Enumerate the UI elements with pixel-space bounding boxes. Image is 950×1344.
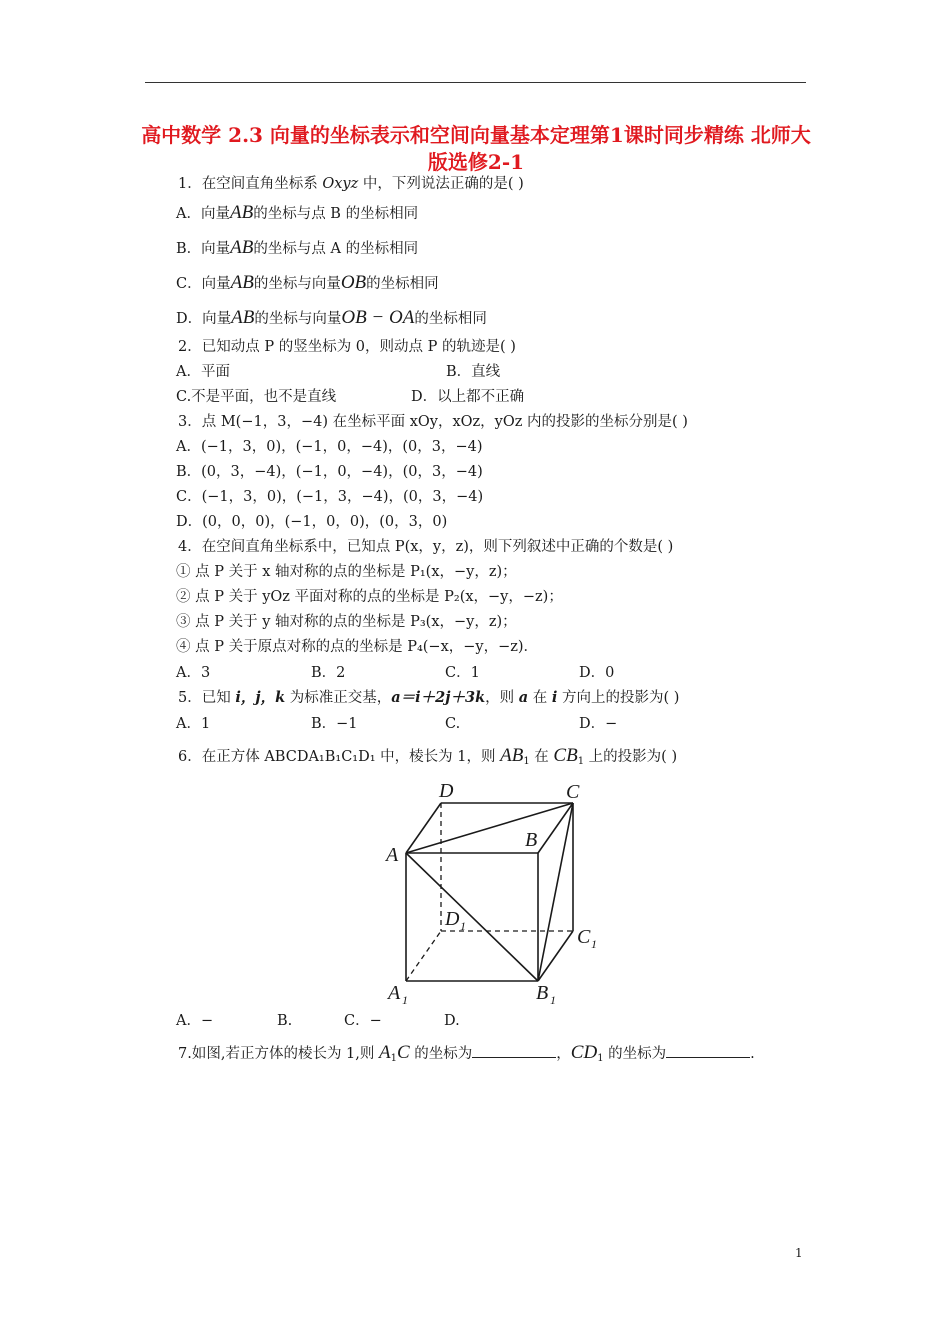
vertex-sub-A1: 1 [402,993,408,1007]
answer-blank-1[interactable] [472,1043,556,1058]
q5-option-c: C. [445,716,461,732]
page-number: 1 [795,1246,803,1260]
q6-option-c: C．− [344,1013,382,1029]
diag-A-C [406,803,573,853]
vertex-label-A: A [386,844,399,866]
q2-option-c: C.不是平面，也不是直线 [176,389,337,405]
edge-A-D [406,803,441,853]
header-rule [145,82,806,83]
q1-option-a: A．向量AB的坐标与点 B 的坐标相同 [176,202,419,223]
q6-option-b: B. [277,1013,293,1029]
vertex-label-C1: C [577,926,591,948]
vertex-sub-D1: 1 [460,919,466,933]
diag-C-B1 [538,803,573,981]
q3-option-b: B．(0，3，−4)，(−1，0，−4)，(0，3，−4) [176,464,483,480]
hidden-edge-A1-D1 [406,931,441,981]
q6-option-a: A．− [176,1013,214,1029]
vertex-label-A1: A [388,982,401,1004]
q1-option-d: D．向量AB的坐标与向量OB − OA的坐标相同 [176,307,487,328]
vertex-label-D: D [439,780,454,802]
q6-option-d: D. [444,1013,460,1029]
q2-option-a: A．平面 [176,364,230,380]
q2-stem: 2．已知动点 P 的竖坐标为 0，则动点 P 的轨迹是( ) [178,339,516,355]
q3-option-d: D．(0，0，0)，(−1，0，0)，(0，3，0) [176,514,448,530]
vertex-label-B: B [525,829,538,851]
q7-stem: 7.如图,若正方体的棱长为 1,则 $A_1C$ 的坐标为 ，$CD_1$ 的坐标为 . [178,1042,755,1064]
q2-option-d: D．以上都不正确 [411,389,525,405]
q4-statement-4: ④ 点 P 关于原点对称的点的坐标是 P₄(−x，−y，−z)． [176,639,539,655]
q4-statement-3: ③ 点 P 关于 y 轴对称的点的坐标是 P₃(x，−y，z)； [176,614,517,630]
answer-blank-2[interactable] [666,1043,750,1058]
q1-stem: 1．在空间直角坐标系 Oxyz 中，下列说法正确的是( ) [178,176,524,192]
q4-statement-1: ① 点 P 关于 x 轴对称的点的坐标是 P₁(x，−y，z)； [176,564,517,580]
q1-option-c: C．向量AB的坐标与向量OB的坐标相同 [176,272,439,293]
q4-statement-2: ② 点 P 关于 yOz 平面对称的点的坐标是 P₂(x，−y，−z)； [176,589,563,605]
q3-stem: 3．点 M(−1，3，−4) 在坐标平面 xOy，xOz，yOz 内的投影的坐标分别是( ) [178,414,688,430]
q3-option-c: C．(−1，3，0)，(−1，3，−4)，(0，3，−4) [176,489,484,505]
vertex-label-C: C [566,781,580,803]
q2-option-b: B．直线 [446,364,501,380]
q5-stem: 5．已知 i，j，k 为标准正交基，a＝i＋2j＋3k，则 a 在 i 方向上的投影为( ) [178,689,680,706]
document-title: 高中数学 2.3 向量的坐标表示和空间向量基本定理第1课时同步精练 北师大版选修2-1 [141,123,811,174]
q4-stem: 4．在空间直角坐标系中，已知点 P(x，y，z)，则下列叙述中正确的个数是( ) [178,539,674,555]
vertex-label-D1: D [445,908,460,930]
q5-option-b: B．−1 [311,716,358,732]
q5-option-a: A．1 [176,716,211,732]
vertex-sub-B1: 1 [550,993,556,1007]
cube-figure [380,775,610,1010]
vertex-sub-C1: 1 [591,937,597,951]
q4-option-a: A．3 [176,665,211,681]
q1-option-b: B．向量AB的坐标与点 A 的坐标相同 [176,237,419,258]
diag-A-B1 [406,853,538,981]
q5-option-d: D．− [579,716,618,732]
q6-stem: 6．在正方体 ABCDA₁B₁C₁D₁ 中，棱长为 1，则 $AB_1$ 在 $CB_1$ 上的投影为( ) [178,745,678,767]
q4-option-c: C．1 [445,665,480,681]
vertex-label-B1: B [536,982,549,1004]
q4-option-d: D．0 [579,665,615,681]
q3-option-a: A．(−1，3，0)，(−1，0，−4)，(0，3，−4) [176,439,483,455]
q4-option-b: B．2 [311,665,346,681]
